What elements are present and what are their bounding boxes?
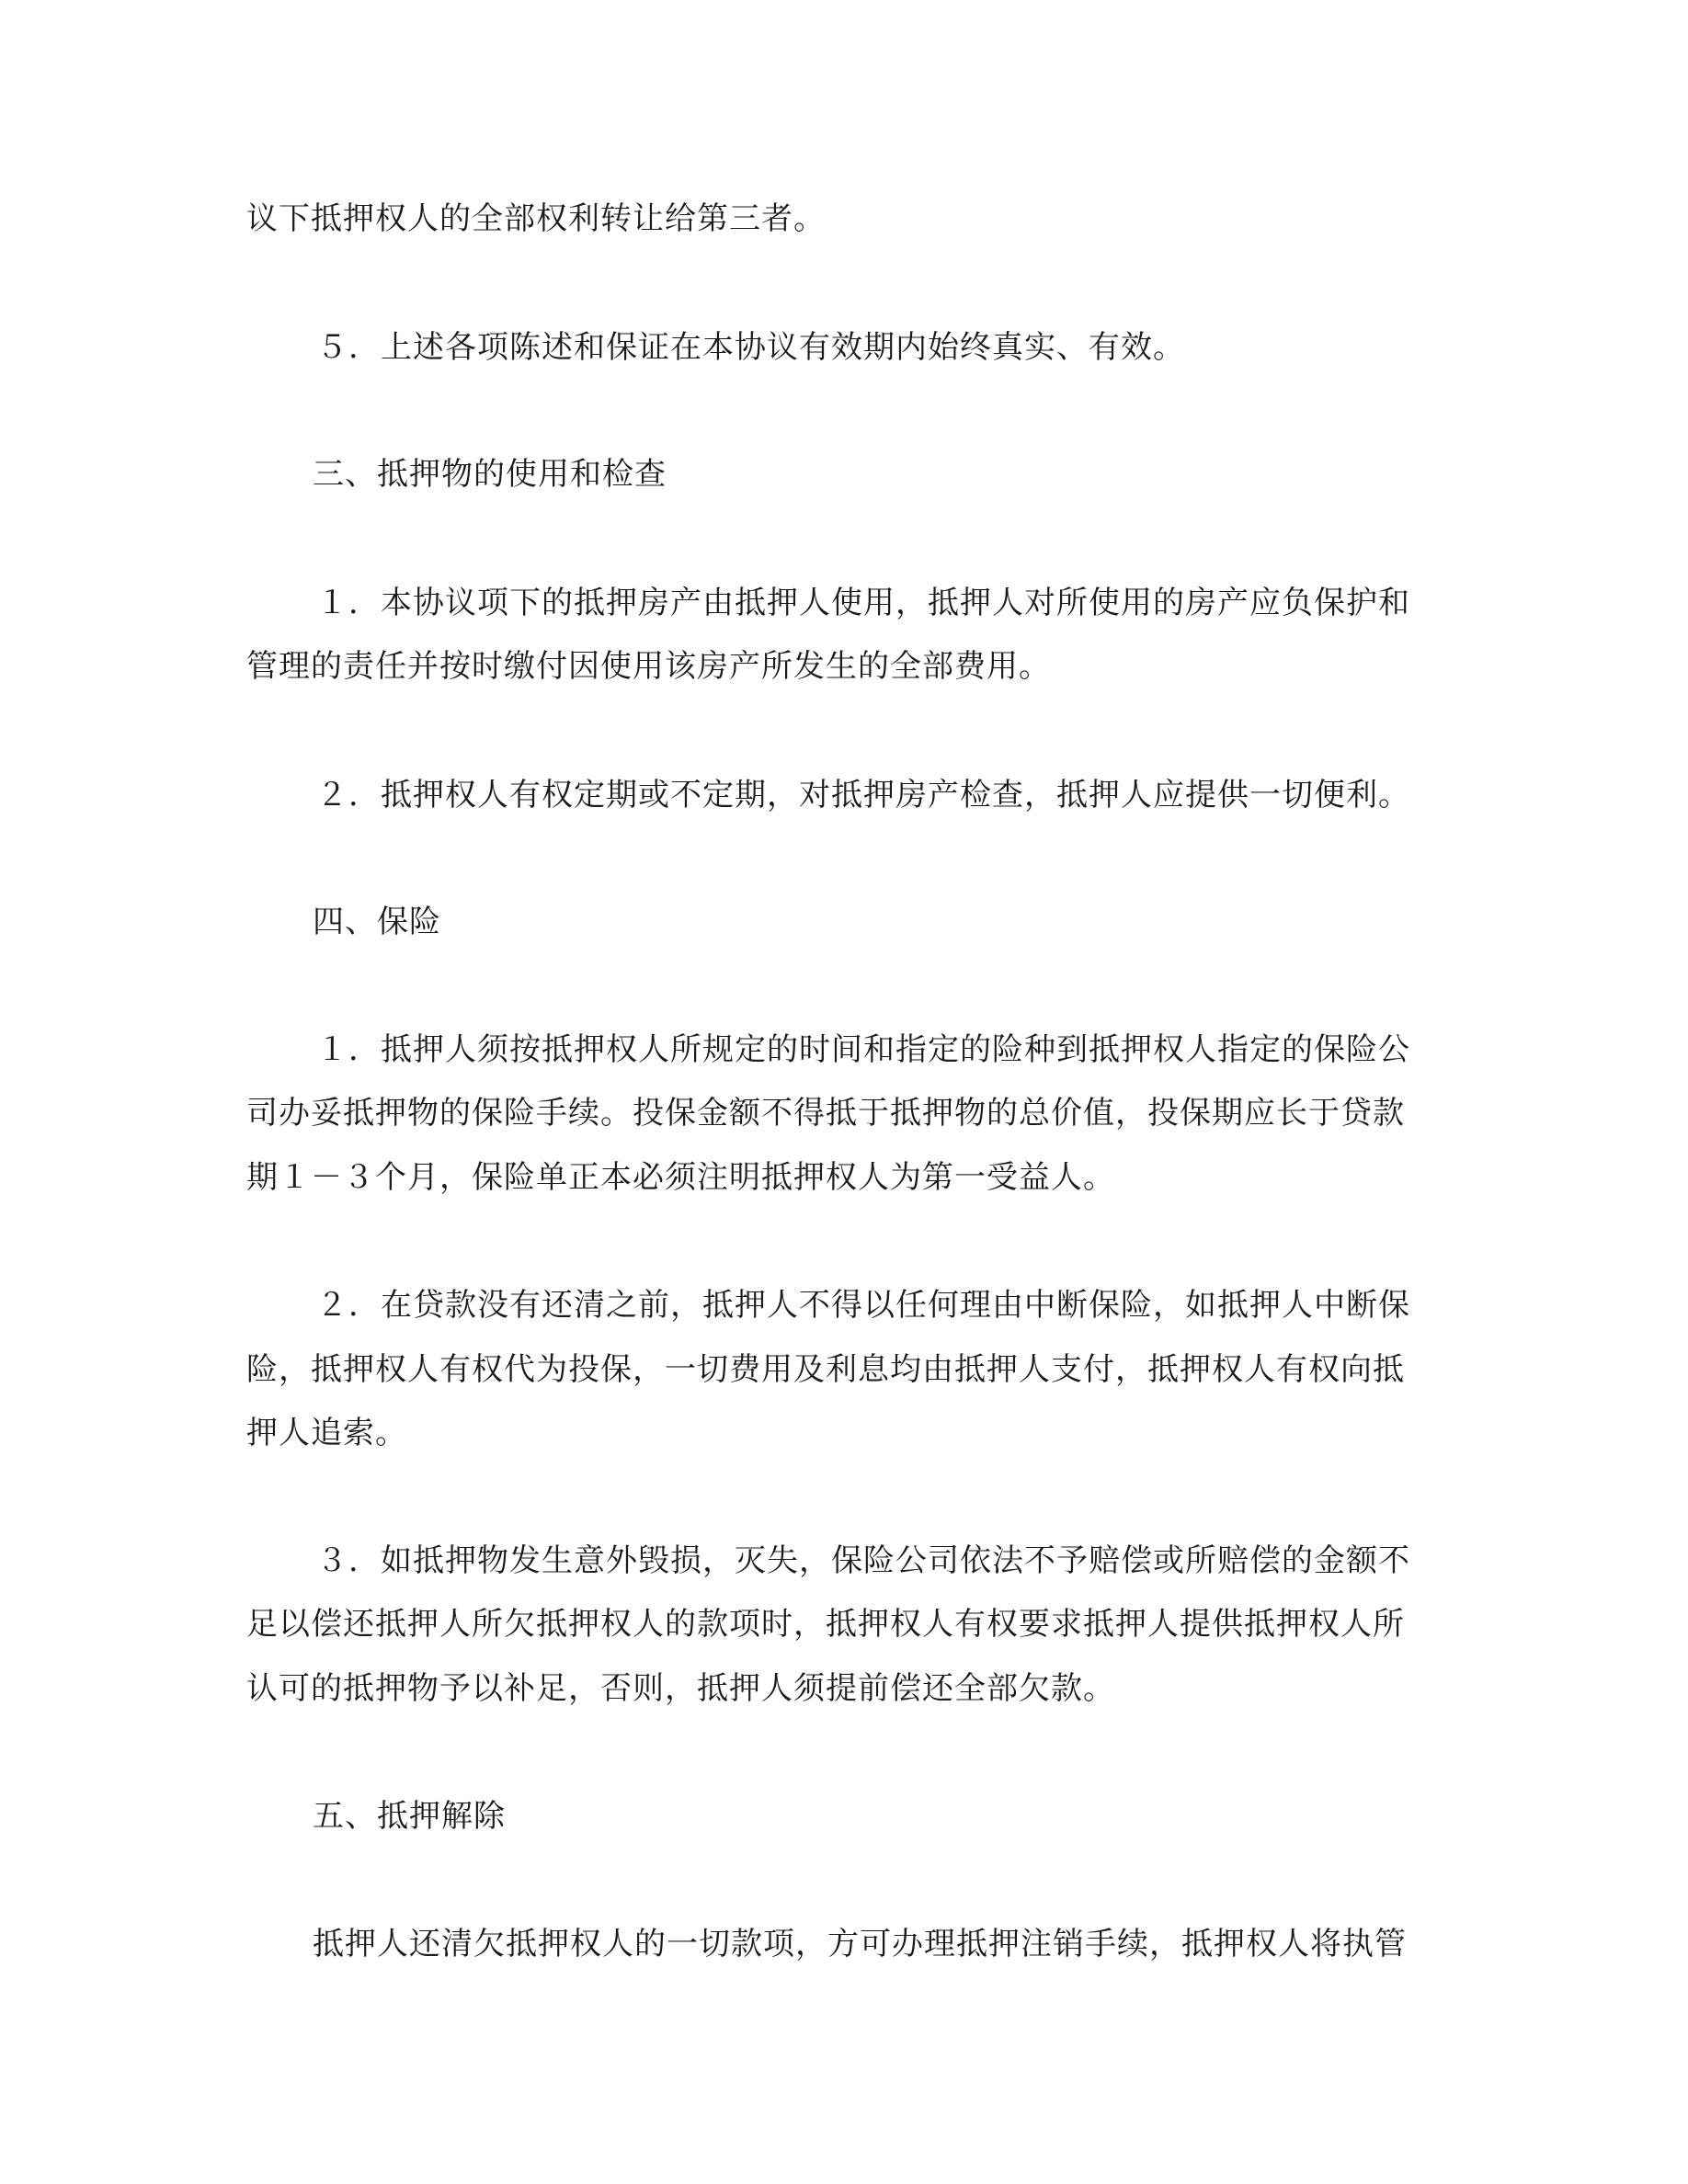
section-3-clause-2-line: ２．抵押权人有权定期或不定期，对抵押房产检查，抵押人应提供一切便利。 [316, 777, 1410, 813]
section-4-clause-1-line-2: 司办妥抵押物的保险手续。投保金额不得抵于抵押物的总价值，投保期应长于贷款 [246, 1095, 1405, 1132]
section-5-heading: 五、抵押解除 [313, 1798, 506, 1835]
section-3-clause-1-line-1: １．本协议项下的抵押房产由抵押人使用，抵押人对所使用的房产应负保护和 [316, 585, 1410, 621]
section-4-clause-2-line-1: ２．在贷款没有还清之前，抵押人不得以任何理由中断保险，如抵押人中断保 [316, 1287, 1410, 1324]
text-line: 议下抵押权人的全部权利转让给第三者。 [246, 200, 826, 237]
section-4-clause-3-line-2: 足以偿还抵押人所欠抵押权人的款项时，抵押权人有权要求抵押人提供抵押权人所 [246, 1606, 1405, 1643]
section-4-heading: 四、保险 [313, 904, 441, 940]
section-3-heading: 三、抵押物的使用和检查 [313, 456, 667, 493]
section-3-clause-1-line-2: 管理的责任并按时缴付因使用该房产所发生的全部费用。 [246, 648, 1051, 685]
section-4-clause-2-line-2: 险，抵押权人有权代为投保，一切费用及利息均由抵押人支付，抵押权人有权向抵 [246, 1351, 1405, 1388]
section-4-clause-2-line-3: 押人追索。 [246, 1415, 407, 1451]
section-4-clause-3-line-3: 认可的抵押物予以补足，否则，抵押人须提前偿还全部欠款。 [246, 1670, 1115, 1707]
section-4-clause-3-line-1: ３．如抵押物发生意外毁损，灭失，保险公司依法不予赔偿或所赔偿的金额不 [316, 1542, 1410, 1579]
section-4-clause-1-line-3: 期１－３个月，保险单正本必须注明抵押权人为第一受益人。 [246, 1159, 1115, 1196]
clause-5-line: ５．上述各项陈述和保证在本协议有效期内始终真实、有效。 [316, 329, 1185, 366]
section-5-body-line-1: 抵押人还清欠抵押权人的一切款项，方可办理抵押注销手续，抵押权人将执管 [313, 1926, 1407, 1962]
section-4-clause-1-line-1: １．抵押人须按抵押权人所规定的时间和指定的险种到抵押权人指定的保险公 [316, 1031, 1410, 1068]
